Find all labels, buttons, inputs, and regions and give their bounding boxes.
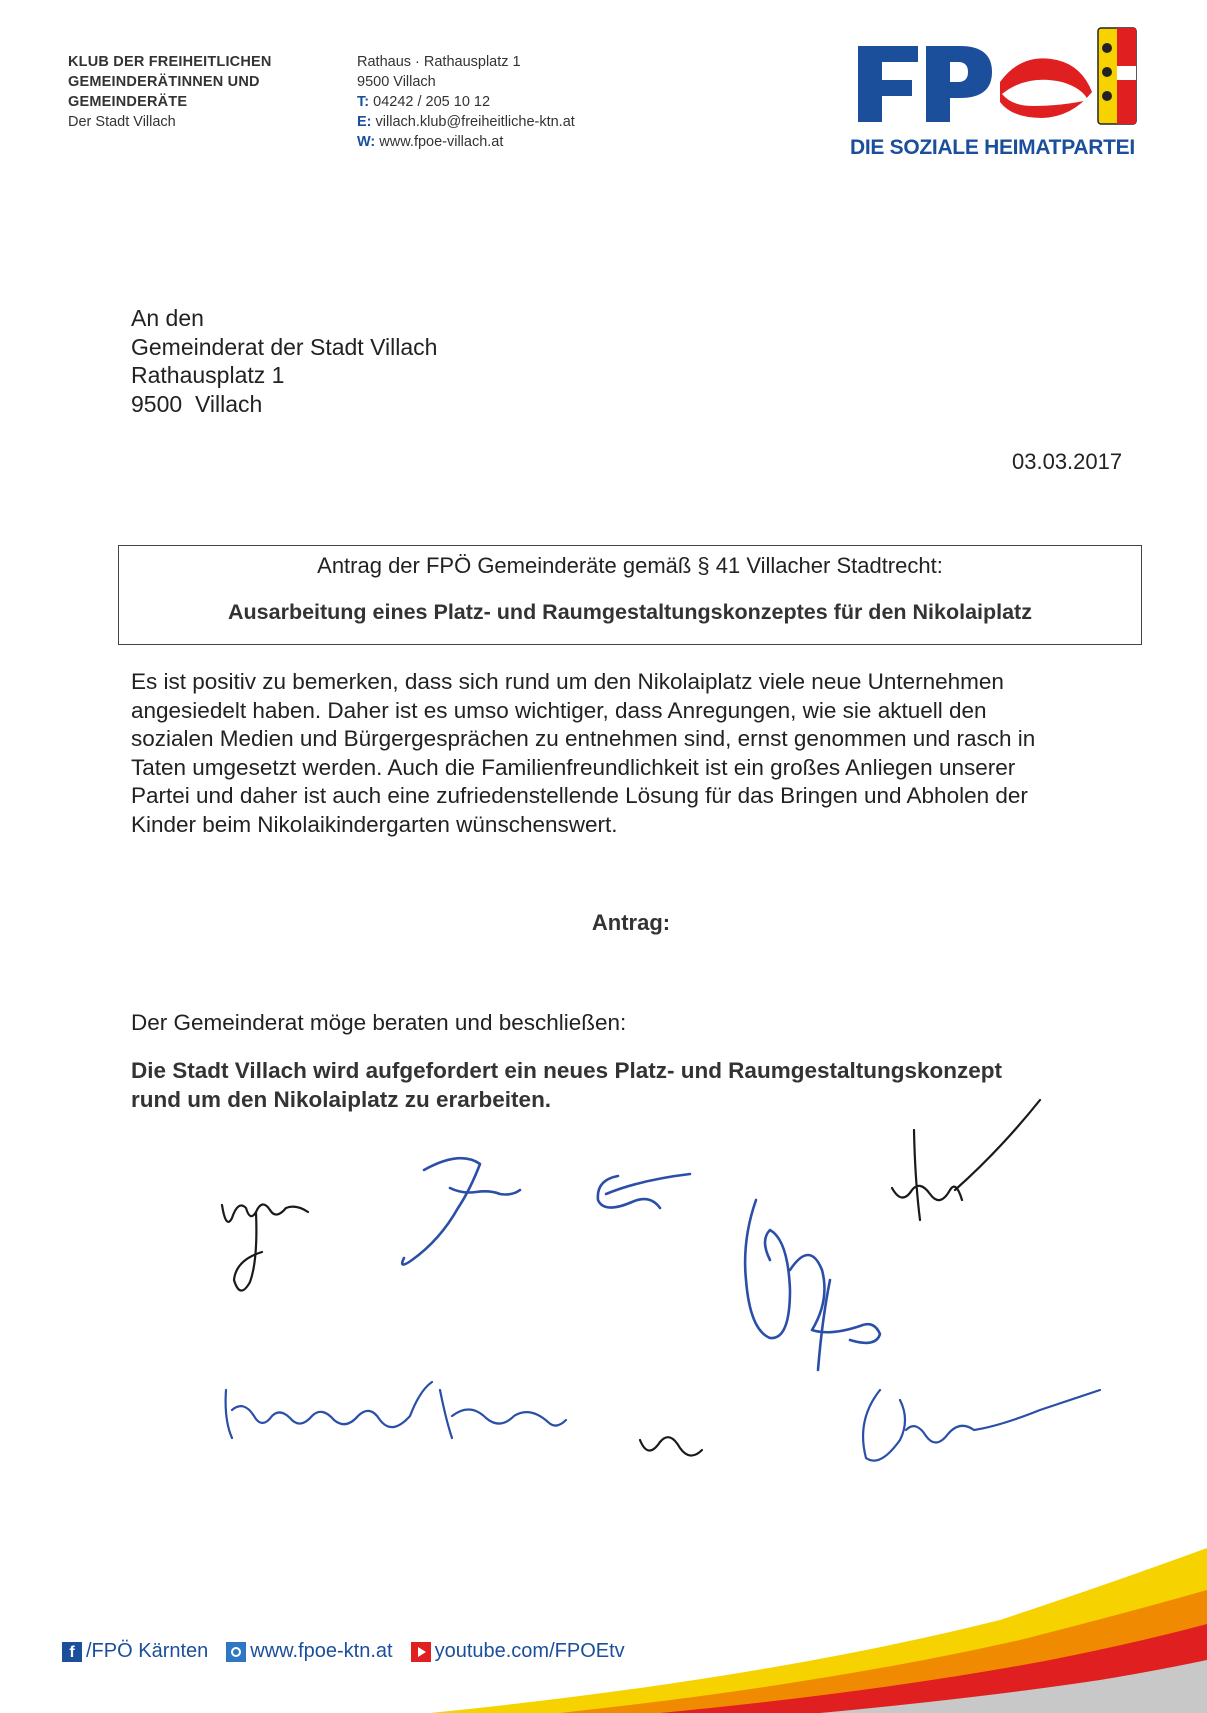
phone-row bbox=[357, 92, 575, 112]
address-line-2: 9500 Villach bbox=[357, 74, 436, 90]
email-label: E: bbox=[357, 114, 372, 130]
phone-label: T: bbox=[357, 94, 370, 110]
phone-value: 04242 / 205 10 12 bbox=[373, 94, 491, 110]
signature-4 bbox=[892, 1100, 1040, 1220]
signature-1 bbox=[222, 1204, 308, 1290]
recipient-line-1: An den bbox=[131, 305, 204, 331]
recipient-line-4: 9500 Villach bbox=[131, 390, 263, 417]
logo-letter-f bbox=[858, 46, 918, 122]
subject-line-2: Ausarbeitung eines Platz- und Raumgestaltungskonzeptes für den Nikolaiplatz bbox=[228, 600, 1032, 624]
body-line: sozialen Medien und Bürgergesprächen zu entnehmen sind, ernst genommen und rasch in bbox=[131, 726, 1036, 751]
body-line: Partei und daher ist auch eine zufriedenstellende Lösung für das Bringen und Abholen der bbox=[131, 783, 1028, 808]
recipient-line-2: Gemeinderat der Stadt Villach bbox=[131, 333, 438, 360]
club-line-2: GEMEINDERÄTINNEN UND bbox=[68, 74, 260, 90]
address-line-1: Rathaus · Rathausplatz 1 bbox=[357, 54, 521, 70]
resolution-intro: Der Gemeinderat möge beraten und beschließen: bbox=[131, 1010, 627, 1035]
footer-website[interactable] bbox=[226, 1640, 392, 1663]
email-value[interactable]: villach.klub@freiheitliche-ktn.at bbox=[375, 114, 575, 130]
footer-swoosh-decoration bbox=[0, 1520, 1207, 1713]
carinthia-coat-of-arms-icon bbox=[1098, 28, 1136, 124]
body-line: Taten umgesetzt werden. Auch die Familienfreundlichkeit ist ein großes Anliegen unserer bbox=[131, 754, 1016, 780]
logo-letter-p bbox=[926, 46, 992, 122]
club-city: Der Stadt Villach bbox=[68, 114, 176, 130]
email-row bbox=[357, 112, 575, 132]
club-line-3: GEMEINDERÄTE bbox=[68, 94, 188, 110]
footer-website-text: www.fpoe-ktn.at bbox=[250, 1640, 393, 1662]
contact-block bbox=[357, 52, 575, 152]
youtube-icon bbox=[411, 1642, 431, 1662]
signatures bbox=[0, 1090, 1207, 1510]
signature-3 bbox=[598, 1174, 690, 1208]
signature-5 bbox=[745, 1200, 880, 1370]
footer-links bbox=[62, 1640, 625, 1663]
signature-7 bbox=[640, 1437, 702, 1455]
resolution-line: Die Stadt Villach wird aufgefordert ein neues Platz- und Raumgestaltungskonzept bbox=[131, 1058, 1002, 1083]
body-line: Kinder beim Nikolaikindergarten wünschenswert. bbox=[131, 811, 618, 837]
party-slogan: DIE SOZIALE HEIMATPARTEI bbox=[850, 136, 1135, 159]
antrag-heading: Antrag: bbox=[591, 910, 671, 935]
footer-youtube[interactable] bbox=[411, 1640, 625, 1663]
signature-6 bbox=[226, 1382, 566, 1438]
facebook-icon: f bbox=[62, 1642, 82, 1662]
signature-8 bbox=[863, 1390, 1100, 1461]
footer-facebook[interactable] bbox=[62, 1640, 208, 1663]
resolution-line: rund um den Nikolaiplatz zu erarbeiten. bbox=[131, 1086, 552, 1112]
footer-youtube-text: youtube.com/FPOEtv bbox=[434, 1640, 625, 1662]
recipient-address bbox=[131, 304, 437, 418]
recipient-line-3: Rathausplatz 1 bbox=[131, 362, 285, 388]
body-paragraph bbox=[131, 668, 1131, 839]
web-value[interactable]: www.fpoe-villach.at bbox=[379, 134, 504, 150]
subject-line-1: Antrag der FPÖ Gemeinderäte gemäß § 41 Villacher Stadtrecht: bbox=[317, 553, 943, 578]
club-line-1: KLUB DER FREIHEITLICHEN bbox=[68, 54, 272, 70]
footer-facebook-text: /FPÖ Kärnten bbox=[86, 1640, 209, 1662]
globe-icon bbox=[226, 1642, 246, 1662]
body-line: angesiedelt haben. Daher ist es umso wichtiger, dass Anregungen, wie sie aktuell den bbox=[131, 697, 987, 723]
web-label: W: bbox=[357, 134, 376, 150]
letter-date: 03.03.2017 bbox=[1012, 449, 1123, 474]
club-block bbox=[68, 52, 272, 132]
logo-flag-swoosh bbox=[1000, 58, 1092, 118]
body-line: Es ist positiv zu bemerken, dass sich rund um den Nikolaiplatz viele neue Unternehmen bbox=[131, 669, 1004, 694]
signature-2 bbox=[402, 1158, 520, 1264]
web-row bbox=[357, 132, 575, 152]
